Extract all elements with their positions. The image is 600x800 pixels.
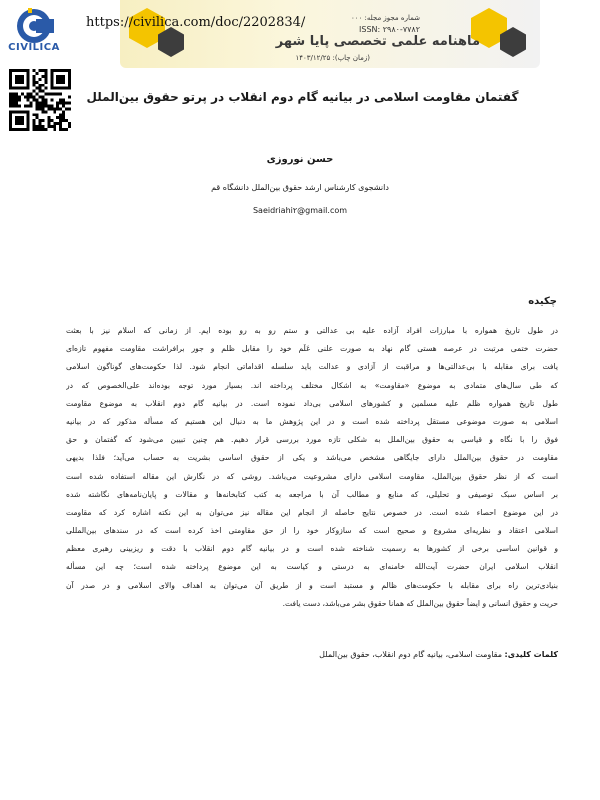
document-url[interactable]: https://civilica.com/doc/2202834/ (86, 15, 306, 30)
journal-publish-date: (زمان چاپ): ۱۴۰۳/۱۲/۲۵ (295, 54, 370, 62)
abstract-line: یافت برای مقابله با بی‌عدالتی‌ها و مراقبت از آزادی و عدالت باید سلسله اقداماتی انجام شود. لذا حکومت‌های گوناگون اسلامی (66, 362, 558, 372)
abstract-line: اسلامی اعتقاد و نظریه‌ای مشروع و صحیح است که سازوکار خود را از حق مقاومتی اخذ کرده است که در سندهای بین‌المللی (66, 526, 558, 536)
qr-code-icon[interactable] (9, 69, 71, 131)
abstract-line: انقلاب اسلامی ایران حضرت آیت‌الله خامنه‌ای به درستی و کیاست به این موضوع پرداخته شده است؛ چه این مسأله (66, 562, 558, 572)
hexagon-dark-icon (156, 26, 186, 58)
hexagon-dark-icon (498, 26, 528, 58)
keywords (150, 650, 558, 659)
abstract-line: حریت و حقوق انسانی و ایضاً حقوق بین‌الملل که همانا حقوق بشر می‌باشد، دست یافت. (282, 598, 558, 608)
keywords-text: مقاومت اسلامی، بیانیه گام دوم انقلاب، حقوق بین‌الملل (319, 650, 502, 659)
civilica-logo-icon[interactable] (2, 6, 66, 62)
author-affiliation: دانشجوی کارشناس ارشد حقوق بین‌الملل دانشگاه قم (211, 183, 389, 192)
paper-title: گفتمان مقاومت اسلامی در بیانیه گام دوم انقلاب در پرتو حقوق بین‌الملل (86, 90, 519, 104)
journal-permit-number: شماره مجوز مجله: ۰۰۰ (350, 14, 420, 22)
abstract-line: در طول تاریخ همواره با مبارزات افراد آزاده علیه بی عدالتی و ستم رو به رو بوده ایم. از زمانی که اسلام نیز با بعثت (66, 326, 558, 335)
journal-title: ماهنامه علمی تخصصی پایا شهر (275, 34, 480, 49)
abstract-line: طول تاریخ همواره ظلم علیه مسلمین و کشورهای اسلامی بی‌داد نموده است. در بیانیه گام دوم انقلاب به موضوع مقاومت (66, 398, 558, 408)
author-email[interactable]: Saeidriahi۲@gmail.com (252, 206, 348, 215)
abstract-heading: چکیده (528, 296, 557, 307)
civilica-logo-text: CIVILICA (8, 42, 60, 53)
abstract-body (66, 322, 558, 613)
author-name: حسن نوروزی (266, 154, 334, 165)
journal-issn: ISSN: ۲۹۸۰-۷۷۸۲ (359, 25, 420, 34)
abstract-line: بر اساس سبک توصیفی و تحلیلی، که منابع و مطالب آن با مراجعه به کتب کتابخانه‌ها و مقالات و پایان‌نامه‌های نگاشته شده (66, 489, 558, 499)
abstract-line: در این موضوع احصاء شده است. در خصوص نتایج حاصله از انجام این مقاله نیز می‌توان به این نکته اشاره کرد که مقاومت (66, 507, 558, 517)
abstract-line: مقاومت در حقوق بین‌الملل دارای جایگاهی مشخص می‌باشد و یکی از حقوق اساسی بشریت به حساب می‌آید؛ فلذا بدیهی (66, 453, 558, 463)
keywords-label: کلمات کلیدی: (504, 650, 558, 659)
abstract-line: حضرت ختمی مرتبت در عرصه هستی گام نهاد به صورت علنی عَلَم خود را مقابل ظلم و جور برافراشت مقاومت مفهوم تازه‌ای (66, 344, 558, 354)
abstract-line: و قوانین اساسی برخی از کشورها به رسمیت شناخته شده است و در بیانیه گام دوم انقلاب با دقت و ریزبینی رهبری معظم (66, 544, 558, 554)
abstract-line: اسلامی به صورت موضوعی مستقل پرداخته شده است و در این پژوهش ما به دنبال این هستیم که مسأله مذکور که در بیانیه (66, 416, 558, 426)
abstract-line: است که از نظر حقوق بین‌الملل، مقاومت اسلامی دارای مشروعیت می‌باشد. روشی که در نگارش این مقاله استفاده شده است (66, 471, 558, 481)
abstract-line: فوق را با نگاه و قیاسی به حقوق بین‌الملل به شکلی تازه مورد بررسی قرار دهیم. هم چنین تبیین می‌شود که گفتمان و حق (66, 435, 558, 445)
abstract-line: بنیادی‌ترین راه برای مقابله با حکومت‌های ظالم و مستبد است و از طریق آن می‌توان به اهداف والای اسلامی و در صدر آن (66, 580, 558, 590)
abstract-line: که طی سال‌های متمادی به موضوع «مقاومت» به اشکال مختلف پرداخته اند. بسیار مورد توجه بوده‌اند علی‌الخصوص که در (66, 380, 558, 390)
